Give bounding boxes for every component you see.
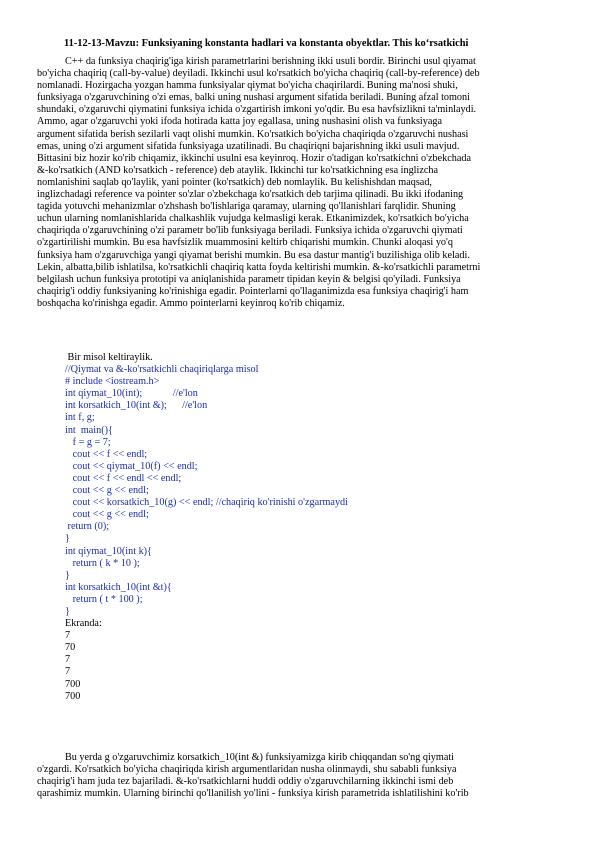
- code-example: [65, 352, 545, 703]
- code-line: cout << g << endl;: [65, 485, 149, 497]
- paragraph-line: chaqiriqda o'zgaruvchining o'zi parametr bo'lib funksiyaga beriladi. Funksiya ichida o'zgaruvchi qiymati: [37, 225, 463, 237]
- paragraph-line: chaqirig'i ham juda tez bajariladi. &-ko'rsatkichlarni huddi oddiy o'zgaruvchilarning ikkinchi ismi deb: [37, 776, 454, 788]
- paragraph-line: boshqacha ko'rinishga egadir. Ammo pointerlarni keyinroq ko'rib chiqamiz.: [37, 297, 345, 309]
- paragraph-line: o'zgardi. Ko'rsatkich bo'yicha chaqiriqda kirish argumentlaridan nusha olinmaydi, shu sababli funksiya: [37, 764, 457, 776]
- code-line: cout << qiymat_10(f) << endl;: [65, 460, 198, 472]
- paragraph-line: uchun ularning nomlanishlarida chalkashlik vujudga kelmasligi kerak. Etkanimizdek, ko'rsatkich bo'yicha: [37, 213, 469, 225]
- paragraph-line: nomlanadi. Hozirgacha yozgan hamma funksiyalar qiymat bo'yicha chaqirilardi. Buning ma'nosi shuki,: [37, 80, 458, 92]
- code-line: int main(){: [65, 424, 113, 436]
- paragraph-line: qarashimiz mumkin. Ularning birinchi qo'llanilish yo'lini - funksiya kirish parametrida ishlatilishini ko'rib: [37, 788, 469, 800]
- paragraph-line: emas, uning o'zi argument sifatida funksiyaga uzatilinadi. Bu chaqiriqni bajarishning ikki usuli mavjud.: [37, 140, 460, 152]
- code-line: cout << f << endl;: [65, 448, 148, 460]
- code-line: f = g = 7;: [65, 436, 111, 448]
- code-line: return ( t * 100 );: [65, 593, 143, 605]
- code-line: }: [65, 569, 70, 581]
- closing-paragraph: [37, 752, 561, 800]
- example-intro: Bir misol keltiraylik.: [65, 352, 153, 363]
- paragraph-line: nomlanishini saqlab qo'laylik, yani pointer (ko'rsatkich) deb nomlaylik. Bu kelishishdan maqsad,: [37, 176, 432, 188]
- paragraph-line: inglizchadagi reference va pointer so'zlar o'zbekchaga ko'rsatkich deb tarjima qilinadi. Bu ikki ifodaning: [37, 189, 464, 201]
- code-line: int korsatkich_10(int &); //e'lon: [65, 400, 208, 412]
- paragraph-line: belgilash uchun funksiya prototipi va aniqlanishida parametr tipidan keyin & belgisi qo'yiladi. Funksiya: [37, 273, 461, 285]
- paragraph-line: bo'yicha chaqiriq (call-by-value) deyiladi. Ikkinchi usul ko'rsatkich bo'yicha chaqiriq (call-by-reference) deb: [37, 68, 480, 80]
- code-line: int f, g;: [65, 412, 95, 424]
- paragraph-line: Bu yerda g o'zgaruvchimiz korsatkich_10(int &) funksiyamizga kirib chiqqandan so'ng qiymati: [65, 752, 455, 763]
- code-line: }: [65, 605, 70, 617]
- code-line: }: [65, 533, 70, 545]
- code-line: int korsatkich_10(int &t){: [65, 581, 172, 593]
- paragraph-line: o'zgartirilishi mumkin. Bu esa havfsizlik muammosini keltirb chiqarishi mumkin. Chunki aloqasi yo'q: [37, 237, 453, 249]
- code-line: return (0);: [65, 521, 110, 533]
- code-line: int qiymat_10(int); //e'lon: [65, 388, 198, 400]
- paragraph-line: chaqirig'i oddiy funksiyaning ko'rinishiga egadir. Pointerlarni qo'llaganimizda esa funksiya chaqirig'i ham: [37, 285, 469, 297]
- paragraph-line: shundaki, o'zgaruvchi qiymatini funksiya ichida o'zgartirish imkoni yo'qdir. Bu esa havfsizlikni ta'minlaydi.: [37, 104, 477, 116]
- paragraph-line: Bittasini biz hozir ko'rib chiqamiz, ikkinchi usulni esa keyinroq. Hozir o'tadigan ko'rsatkichni o'zbekchada: [37, 152, 471, 164]
- output-line: 7: [65, 666, 71, 678]
- intro-paragraph: [37, 56, 561, 310]
- screen-label: Ekranda:: [65, 618, 102, 630]
- paragraph-line: Lekin, albatta,bilib ishlatilsa, ko'rsatkichli chaqiriq katta foyda keltirishi mumkin. &-ko'rsatkichli parametrni: [37, 261, 481, 273]
- code-line: cout << korsatkich_10(g) << endl; //chaqiriq ko'rinishi o'zgarmaydi: [65, 497, 348, 509]
- paragraph-line: Ammo, agar o'zgaruvchi yoki ifoda hotirada katta joy egallasa, uning nushasini olish va funksiyaga: [37, 116, 442, 128]
- code-line: cout << g << endl;: [65, 509, 149, 521]
- page-title: 11-12-13-Mavzu: Funksiyaning konstanta hadlari va konstanta obyektlar. This ko‘rsatkichi: [64, 38, 469, 49]
- paragraph-line: &-ko'rsatkich (AND ko'rsatkich - reference) deb ataylik. Ikkinchi tur ko'rsatkichning esa inglizcha: [37, 164, 438, 176]
- code-line: cout << f << endl << endl;: [65, 472, 182, 484]
- output-line: 700: [65, 690, 81, 702]
- output-line: 7: [65, 654, 71, 666]
- code-line: int qiymat_10(int k){: [65, 545, 152, 557]
- output-line: 700: [65, 678, 81, 690]
- code-line: # include <iostream.h>: [65, 376, 160, 388]
- paragraph-line: funksiya ham o'zgaruvchiga yangi qiyamat berishi mumkin. Bu esa dastur mantig'i buzilishiga olib keladi.: [37, 249, 470, 261]
- code-line: //Qiymat va &-ko'rsatkichli chaqiriqlarga misol: [65, 364, 259, 376]
- paragraph-line: tagida yotuvchi mehanizmlar o'zhshash bo'lishlariga qaramay, ularning qo'llanishlari farqlidir. Shuning: [37, 201, 456, 213]
- output-line: 70: [65, 642, 76, 654]
- code-line: return ( k * 10 );: [65, 557, 140, 569]
- paragraph-line: funksiyaga o'zgaruvchining o'zi emas, balki uning nushasi argument sifatida beriladi. Buning afzal tomoni: [37, 92, 470, 104]
- output-line: 7: [65, 630, 71, 642]
- paragraph-line: C++ da funksiya chaqirig'iga kirish parametrlarini berishning ikki usuli bordir. Birinchi usul qiyamat: [65, 56, 476, 67]
- paragraph-line: argument sifatida berish sezilarli vaqt olishi mumkin. Ko'rsatkich bo'yicha chaqiriqda o'zgaruvchi nushasi: [37, 128, 469, 140]
